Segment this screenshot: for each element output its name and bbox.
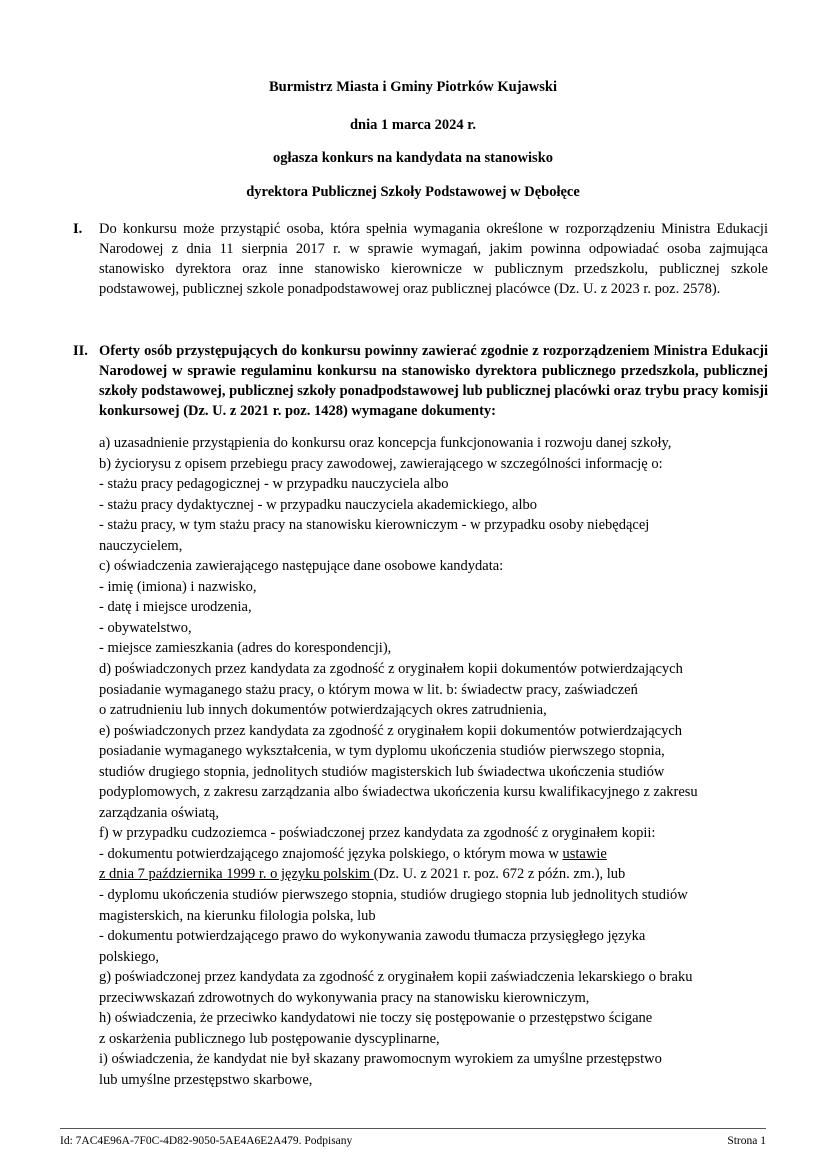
list-item: a) uzasadnienie przystąpienia do konkursu oraz koncepcja funkcjonowania i rozwoju danej szkoły, [99, 435, 672, 451]
page-number: Strona 1 [727, 1135, 766, 1147]
list-item: i) oświadczenia, że kandydat nie był skazany prawomocnym wyrokiem za umyślne przestępstwo [99, 1051, 662, 1068]
list-item-text: (Dz. U. z 2021 r. poz. 672 z późn. zm.), lub [373, 866, 626, 883]
section-2 [73, 341, 768, 421]
section-2-numeral: II. [73, 343, 88, 359]
list-item [99, 844, 779, 865]
section-1-numeral: I. [73, 221, 83, 237]
list-item: c) oświadczenia zawierającego następujące dane osobowe kandydata: [99, 558, 504, 575]
list-item: e) poświadczonych przez kandydata za zgodność z oryginałem kopii dokumentów potwierdzających [99, 722, 683, 739]
list-item: magisterskich, na kierunku filologia polska, lub [99, 907, 376, 924]
list-item: - dyplomu ukończenia studiów pierwszego stopnia, studiów drugiego stopnia lub jednolitych studiów [99, 887, 688, 904]
list-item: o zatrudnieniu lub innych dokumentów potwierdzających okres zatrudnienia, [99, 702, 547, 719]
list-item: - stażu pracy dydaktycznej - w przypadku nauczyciela akademickiego, albo [99, 496, 538, 513]
list-item: - miejsce zamieszkania (adres do korespondencji), [99, 640, 392, 657]
section-1 [73, 219, 768, 299]
list-item: d) poświadczonych przez kandydata za zgodność z oryginałem kopii dokumentów potwierdzających [99, 661, 683, 678]
footer-divider [60, 1128, 766, 1129]
issuer-heading: Burmistrz Miasta i Gminy Piotrków Kujawski [269, 79, 557, 95]
list-item: posiadanie wymaganego stażu pracy, o którym mowa w lit. b: świadectw pracy, zaświadczeń [99, 681, 638, 698]
position-heading: dyrektora Publicznej Szkoły Podstawowej w Dębołęce [246, 184, 580, 200]
section-2-text: Oferty osób przystępujących do konkursu powinny zawierać zgodnie z rozporządzeniem Ministra Edukacji Narodowej w sprawie regulaminu konkursu na stanowisko dyrektora publicznego przedszkola, publicznej szkoły podstawowej, publicznej szkoły ponadpodstawowej lub publicznej placówki oraz trybu pracy komisji konkursowej (Dz. U. z 2021 r. poz. 1428) wymagane dokumenty: [99, 343, 768, 419]
list-item: przeciwwskazań zdrowotnych do wykonywania pracy na stanowisku kierowniczym, [99, 989, 590, 1006]
list-item: g) poświadczonej przez kandydata za zgodność z oryginałem kopii zaświadczenia lekarskiego o braku [99, 969, 693, 986]
document-id: Id: 7AC4E96A-7F0C-4D82-9050-5AE4A6E2A479. Podpisany [60, 1135, 353, 1147]
list-item: polskiego, [99, 948, 160, 965]
list-item: lub umyślne przestępstwo skarbowe, [99, 1071, 313, 1088]
statute-link-continued[interactable]: z dnia 7 października 1999 r. o języku polskim [99, 866, 374, 883]
list-item: f) w przypadku cudzoziemca - poświadczonej przez kandydata za zgodność z oryginałem kopii: [99, 825, 656, 842]
section-1-text: Do konkursu może przystąpić osoba, która spełnia wymagania określone w rozporządzeniu Ministra Edukacji Narodowej z dnia 11 sierpnia 2017 r. w sprawie wymagań, jakim powinna odpowiadać osoba zajmująca stanowisko dyrektora oraz inne stanowisko kierownicze w publicznym przedszkolu, publicznej szkole podstawowej, publicznej szkole ponadpodstawowej oraz publicznej placówce (Dz. U. z 2023 r. poz. 2578). [99, 221, 768, 297]
list-item: b) życiorysu z opisem przebiegu pracy zawodowej, zawierającego w szczególności informację o: [99, 455, 663, 472]
list-item: studiów drugiego stopnia, jednolitych studiów magisterskich lub świadectwa ukończenia studiów [99, 763, 665, 780]
list-item: nauczycielem, [99, 537, 183, 554]
announcement-heading: ogłasza konkurs na kandydata na stanowisko [272, 150, 554, 166]
list-item: - stażu pracy, w tym stażu pracy na stanowisku kierowniczym - w przypadku osoby niebędącej [99, 517, 650, 534]
list-item: z oskarżenia publicznego lub postępowanie dyscyplinarne, [99, 1030, 440, 1047]
date-heading: dnia 1 marca 2024 r. [349, 117, 477, 133]
list-item: h) oświadczenia, że przeciwko kandydatowi nie toczy się postępowanie o przestępstwo ścigane [99, 1010, 653, 1027]
required-documents-list [99, 433, 779, 1091]
list-item: posiadanie wymaganego wykształcenia, w tym dyplomu ukończenia studiów pierwszego stopnia, [99, 743, 665, 760]
list-item: podyplomowych, z zakresu zarządzania albo świadectwa ukończenia kursu kwalifikacyjnego z zakresu [99, 784, 698, 801]
list-item-text: - dokumentu potwierdzającego znajomość języka polskiego, o którym mowa w [99, 845, 563, 862]
list-item [99, 864, 779, 885]
statute-link[interactable]: ustawie [562, 845, 607, 862]
list-item: zarządzania oświatą, [99, 804, 219, 821]
list-item: - obywatelstwo, [99, 619, 192, 636]
list-item: - datę i miejsce urodzenia, [99, 599, 252, 616]
list-item: - stażu pracy pedagogicznej - w przypadku nauczyciela albo [99, 476, 449, 493]
list-item: - imię (imiona) i nazwisko, [99, 578, 257, 595]
list-item: - dokumentu potwierdzającego prawo do wykonywania zawodu tłumacza przysięgłego języka [99, 928, 646, 945]
